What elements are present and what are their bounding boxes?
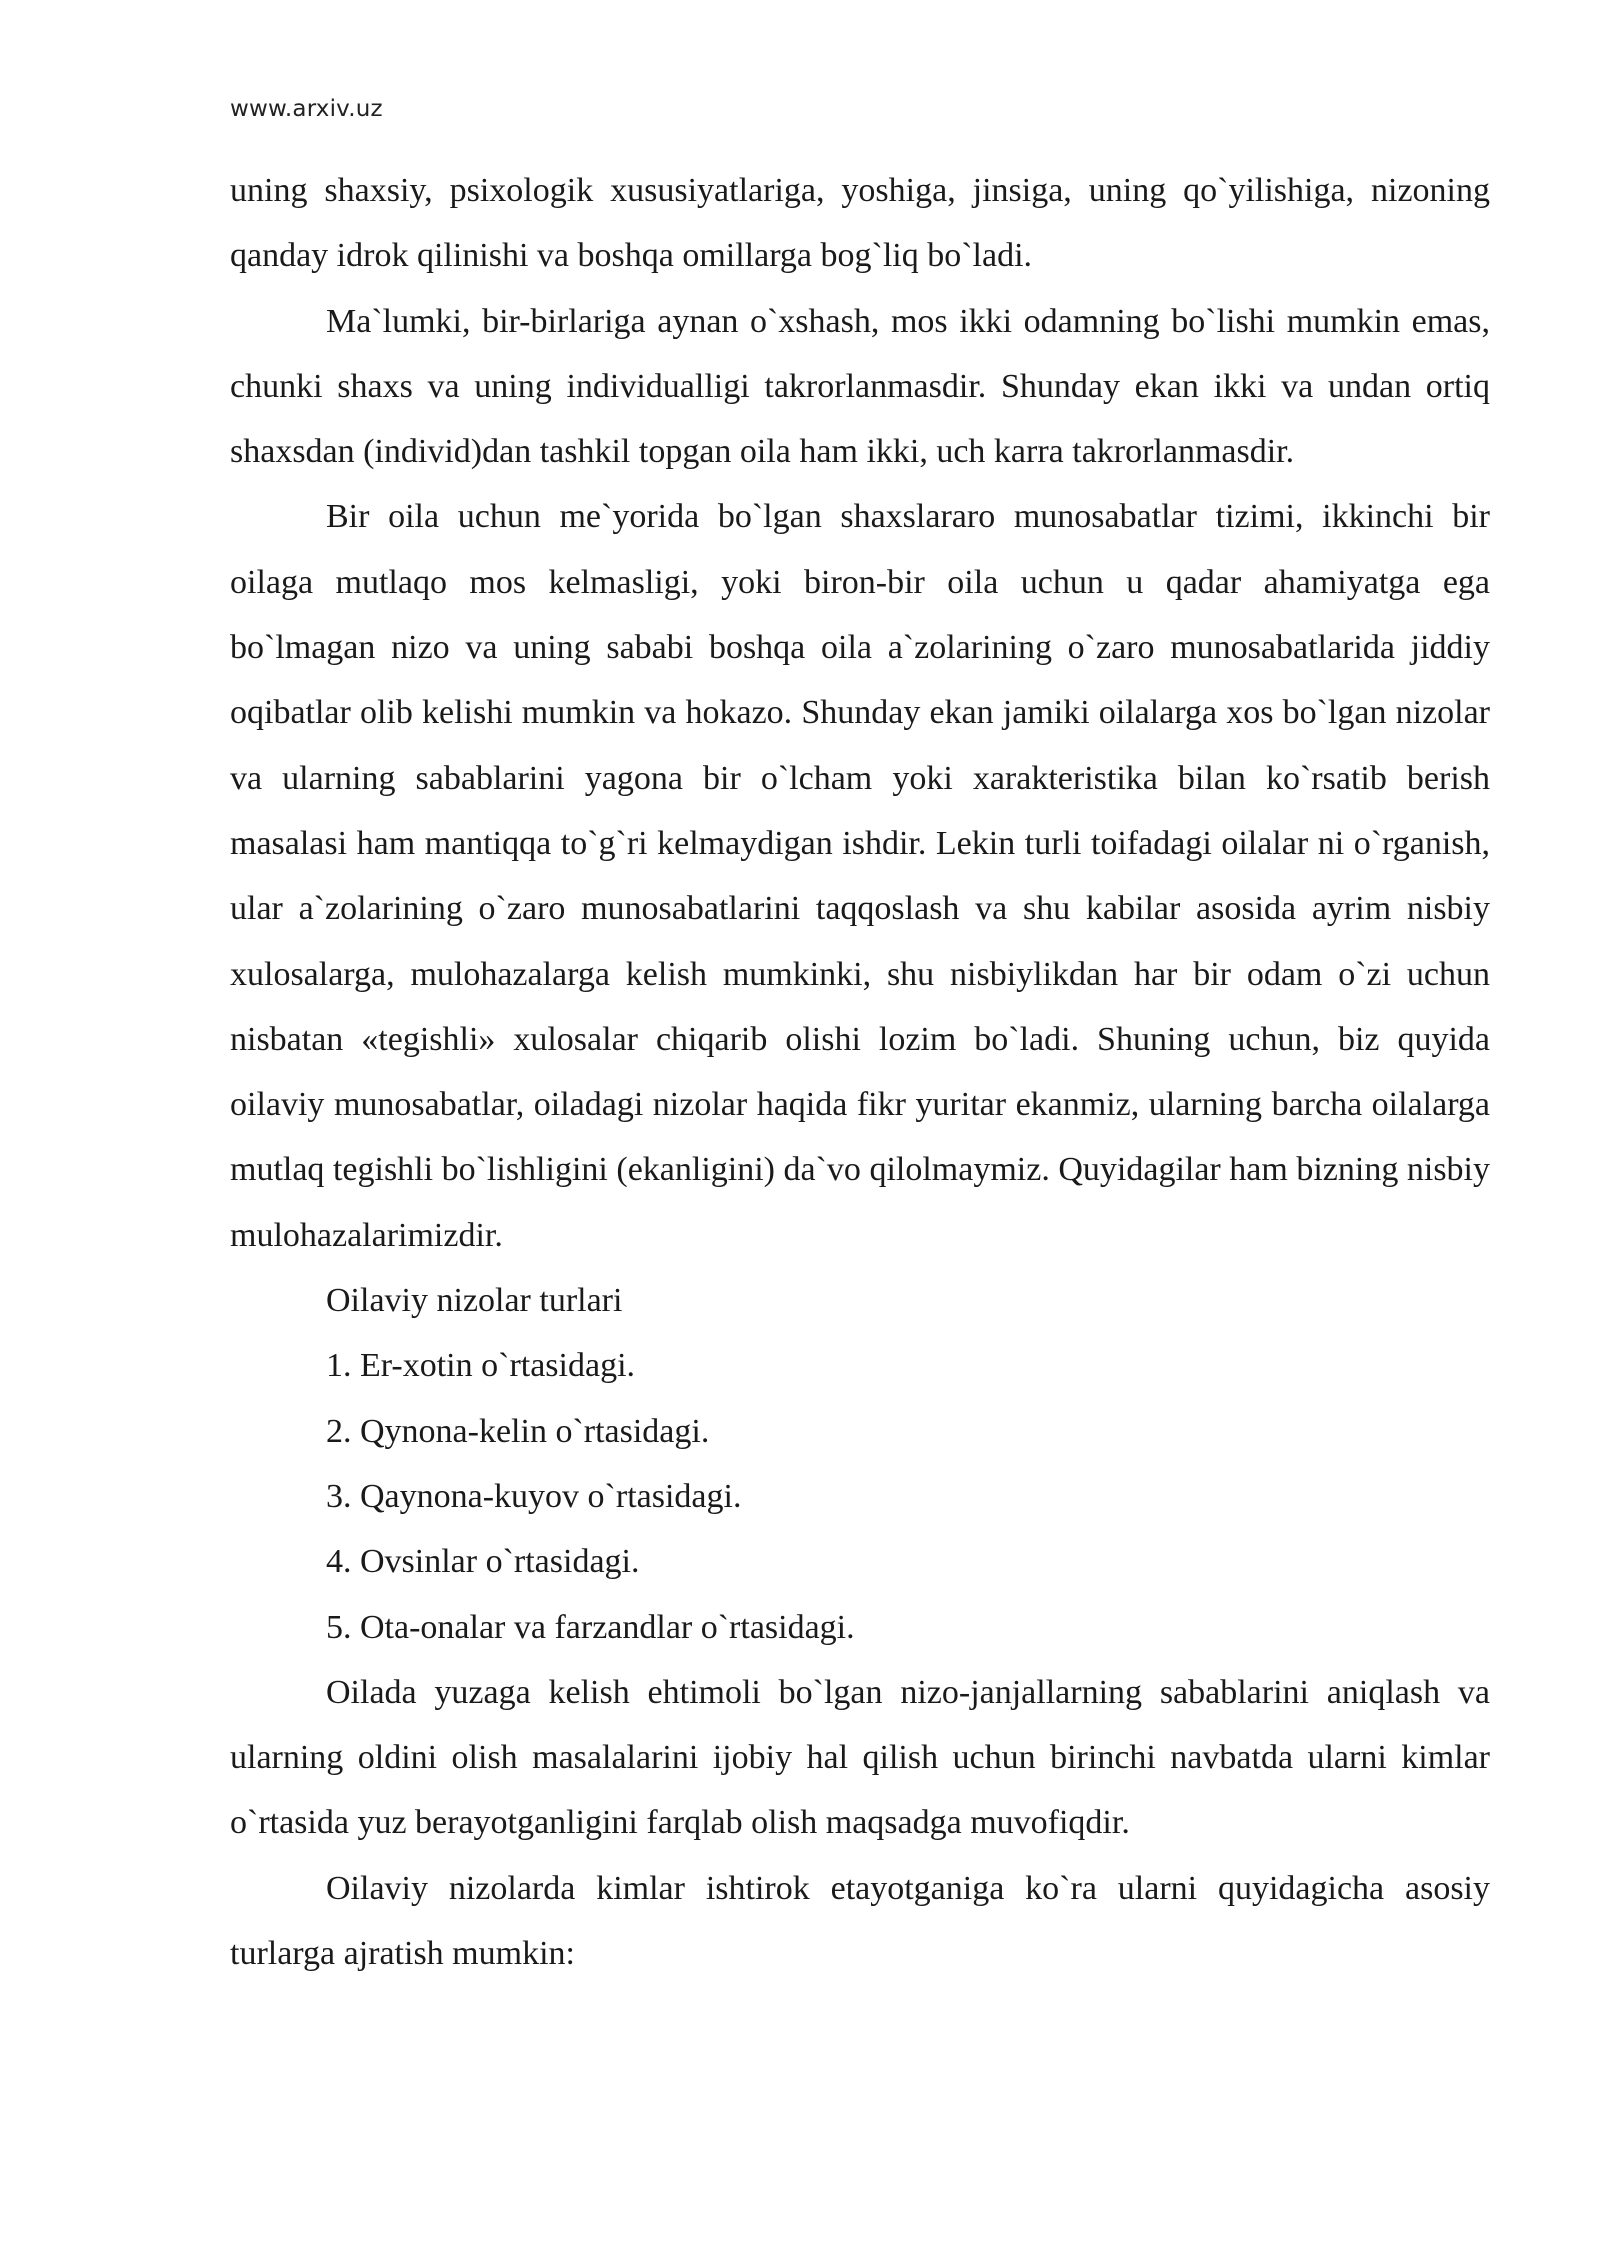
list-item: 2. Qynona-kelin o`rtasidagi. (326, 1412, 710, 1450)
list-item: 3. Qaynona-kuyov o`rtasidagi. (326, 1477, 742, 1515)
list-item: 1. Er-xotin o`rtasidagi. (326, 1347, 636, 1385)
list-item: 4. Ovsinlar o`rtasidagi. (326, 1543, 640, 1581)
paragraph: Oilada yuzaga kelish ehtimoli bo`lgan nizo-janjallarning sabablarini aniqlash va ularning oldini olish masalalarini ijobiy hal qilish uchun birinchi navbatda ularni kimlar o`rtasida yuz berayotganligini farqlab olish maqsadga muvofiqdir. (230, 1673, 1490, 1842)
paragraph: Oilaviy nizolarda kimlar ishtirok etayotganiga ko`ra ularni quyidagicha asosiy turlarga ajratish mumkin: (230, 1869, 1490, 1973)
paragraph-continuation: uning shaxsiy, psixologik xususiyatlariga, yoshiga, jinsiga, uning qo`yilishiga, nizoning qanday idrok qilinishi va boshqa omillarga bog`liq bo`ladi. (230, 172, 1490, 275)
list-title: Oilaviy nizolar turlari (326, 1282, 623, 1320)
site-header: www.arxiv.uz (230, 96, 383, 122)
paragraph: Ma`lumki, bir-birlariga aynan o`xshash, mos ikki odamning bo`lishi mumkin emas, chunki shaxs va uning individualligi takrorlanmasdir. Shunday ekan ikki va undan ortiq shaxsdan (individ)dan tashkil topgan oila ham ikki, uch karra takrorlanmasdir. (230, 302, 1490, 471)
conflict-types-list (230, 1333, 1490, 1659)
list-item: 5. Ota-onalar va farzandlar o`rtasidagi. (326, 1608, 855, 1646)
paragraph: Bir oila uchun me`yorida bo`lgan shaxslararo munosabatlar tizimi, ikkinchi bir oilaga mutlaqo mos kelmasligi, yoki biron-bir oila uchun u qadar ahamiyatga ega bo`lmagan nizo va uning sababi boshqa oila a`zolarining o`zaro munosabatlarida jiddiy oqibatlar olib kelishi mumkin va hokazo. Shunday ekan jamiki oilalarga xos bo`lgan nizolar va ularning sabablarini yagona bir o`lcham yoki xarakteristika bilan ko`rsatib berish masalasi ham mantiqqa to`g`ri kelmaydigan ishdir. Lekin turli toifadagi oilalar ni o`rganish, ular a`zolarining o`zaro munosabatlarini taqqoslash va shu kabilar asosida ayrim nisbiy xulosalarga, mulohazalarga kelish mumkinki, shu nisbiylikdan har bir odam o`zi uchun nisbatan «tegishli» xulosalar chiqarib olishi lozim bo`ladi. Shuning uchun, biz quyida oilaviy munosabatlar, oiladagi nizolar haqida fikr yuritar ekanmiz, ularning barcha oilalarga mutlaq tegishli bo`lishligini (ekanligini) da`vo qilolmaymiz. Quyidagilar ham bizning nisbiy mulohazalarimizdir. (230, 498, 1490, 1254)
document-body (230, 158, 1490, 1986)
